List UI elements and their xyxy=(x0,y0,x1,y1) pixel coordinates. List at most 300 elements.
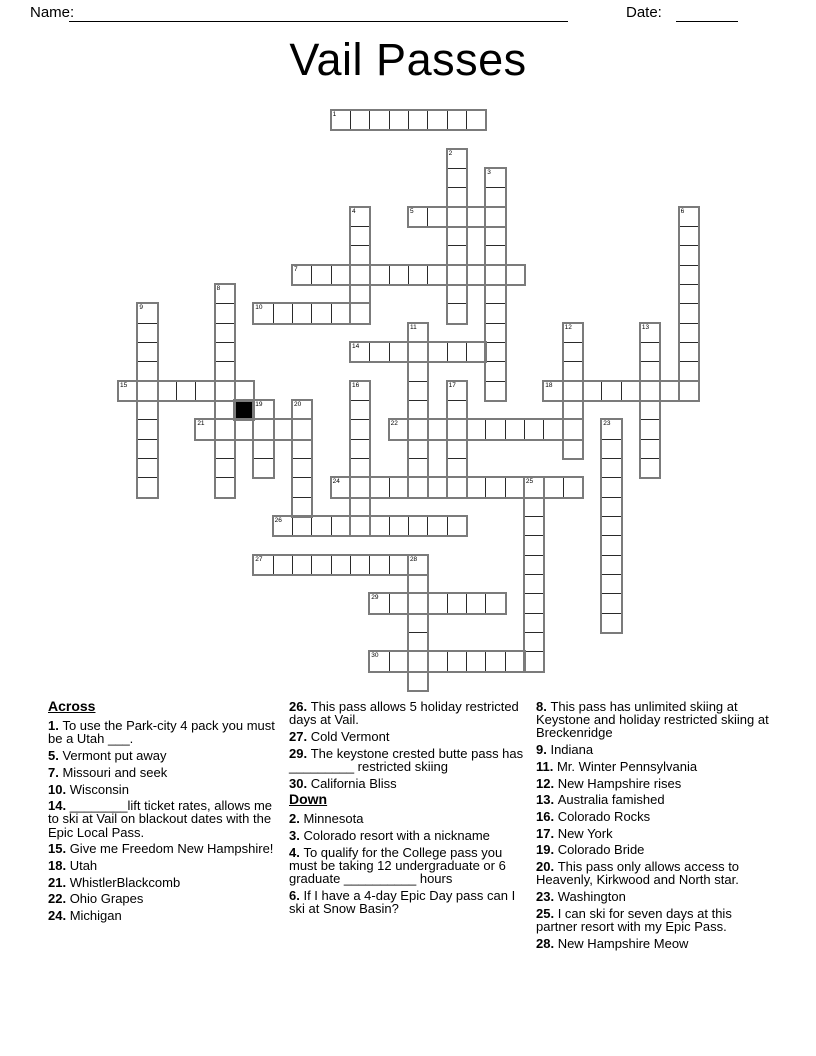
grid-cell[interactable] xyxy=(292,477,312,497)
grid-cell[interactable] xyxy=(524,632,544,652)
grid-cell[interactable] xyxy=(447,458,467,478)
grid-cell[interactable] xyxy=(601,535,621,555)
grid-cell[interactable] xyxy=(137,419,157,439)
grid-cell[interactable] xyxy=(679,245,699,265)
clue-item: 30. California Bliss xyxy=(289,775,397,791)
cell-number: 18 xyxy=(545,381,553,389)
grid-cell[interactable] xyxy=(563,477,583,497)
grid-cell[interactable] xyxy=(601,593,621,613)
grid-cell[interactable] xyxy=(466,419,486,439)
grid-cell[interactable] xyxy=(137,381,157,401)
grid-cell[interactable] xyxy=(350,342,370,362)
clue-number: 14. xyxy=(48,798,70,814)
grid-cell[interactable] xyxy=(447,381,467,401)
grid-cell[interactable] xyxy=(427,516,447,536)
grid-cell[interactable] xyxy=(408,651,428,671)
clue-item: 15. Give me Freedom New Hampshire! xyxy=(48,841,274,857)
name-label: Name: xyxy=(30,4,75,21)
grid-cell[interactable] xyxy=(601,477,621,497)
grid-cell[interactable] xyxy=(369,265,389,285)
grid-cell[interactable] xyxy=(447,187,467,207)
grid-cell[interactable] xyxy=(215,400,235,420)
grid-cell[interactable] xyxy=(311,303,331,323)
grid-cell[interactable] xyxy=(679,265,699,285)
grid-cell[interactable] xyxy=(350,303,370,323)
cell-number: 29 xyxy=(371,594,379,602)
grid-cell[interactable] xyxy=(524,593,544,613)
cell-number: 22 xyxy=(390,420,398,428)
grid-cell[interactable] xyxy=(331,516,351,536)
grid-cell[interactable] xyxy=(408,458,428,478)
clue-number: 9. xyxy=(536,742,551,758)
clue-number: 1. xyxy=(48,718,63,734)
grid-cell[interactable] xyxy=(524,651,544,671)
grid-cell[interactable] xyxy=(485,284,505,304)
clue-item: 12. New Hampshire rises xyxy=(536,775,682,791)
grid-cell[interactable] xyxy=(659,381,679,401)
grid-cell[interactable] xyxy=(679,284,699,304)
clue-item: 28. New Hampshire Meow xyxy=(536,935,689,951)
grid-cell[interactable] xyxy=(331,477,351,497)
clue-item: 20. This pass only allows access to Heavenly, Kirkwood and North star. xyxy=(536,859,740,888)
grid-cell[interactable] xyxy=(524,419,544,439)
grid-cell[interactable] xyxy=(640,458,660,478)
grid-cell[interactable] xyxy=(331,110,351,130)
grid-cell[interactable] xyxy=(640,361,660,381)
grid-cell[interactable] xyxy=(601,439,621,459)
grid-cell[interactable] xyxy=(389,419,409,439)
grid-cell[interactable] xyxy=(524,497,544,517)
grid-cell[interactable] xyxy=(563,342,583,362)
grid-cell[interactable] xyxy=(485,226,505,246)
grid-cell[interactable] xyxy=(253,458,273,478)
grid-cell[interactable] xyxy=(447,303,467,323)
grid-cell[interactable] xyxy=(137,458,157,478)
grid-cell[interactable] xyxy=(543,477,563,497)
clue-item: 17. New York xyxy=(536,825,613,841)
date-label: Date: xyxy=(626,4,662,21)
grid-cell[interactable] xyxy=(350,226,370,246)
grid-cell[interactable] xyxy=(292,555,312,575)
grid-cell[interactable] xyxy=(485,419,505,439)
grid-cell[interactable] xyxy=(331,265,351,285)
grid-cell[interactable] xyxy=(408,323,428,343)
clue-number: 10. xyxy=(48,781,70,797)
grid-cell[interactable] xyxy=(679,226,699,246)
grid-cell[interactable] xyxy=(369,651,389,671)
grid-cell[interactable] xyxy=(195,419,215,439)
clue-column-3 xyxy=(536,700,776,953)
clue-item: 29. The keystone crested butte pass has _________ restricted skiing xyxy=(289,745,524,774)
grid-cell[interactable] xyxy=(447,651,467,671)
cell-number: 20 xyxy=(293,400,302,408)
cell-number: 24 xyxy=(332,478,340,486)
clue-item: 11. Mr. Winter Pennsylvania xyxy=(536,758,698,774)
clue-section-header: Across xyxy=(48,698,96,714)
grid-cell[interactable] xyxy=(601,555,621,575)
grid-cell[interactable] xyxy=(524,613,544,633)
grid-cell[interactable] xyxy=(447,342,467,362)
grid-cell[interactable] xyxy=(408,671,428,691)
grid-cell[interactable] xyxy=(389,477,409,497)
clue-number: 19. xyxy=(536,842,558,858)
grid-cell[interactable] xyxy=(137,439,157,459)
grid-cell[interactable] xyxy=(524,574,544,594)
cell-number: 23 xyxy=(603,420,611,428)
grid-cell[interactable] xyxy=(389,265,409,285)
grid-cell[interactable] xyxy=(485,342,505,362)
grid-cell[interactable] xyxy=(137,342,157,362)
grid-cell[interactable] xyxy=(137,323,157,343)
clue-number: 26. xyxy=(289,699,311,714)
grid-cell[interactable] xyxy=(505,419,525,439)
grid-cell[interactable] xyxy=(215,323,235,343)
cell-number: 13 xyxy=(641,323,650,331)
clue-number: 25. xyxy=(536,905,558,921)
clue-number: 2. xyxy=(289,811,304,827)
cell-number: 7 xyxy=(293,265,298,273)
grid-cell[interactable] xyxy=(408,110,428,130)
grid-cell[interactable] xyxy=(311,265,331,285)
cell-number: 1 xyxy=(332,111,337,118)
grid-cell[interactable] xyxy=(369,110,389,130)
grid-cell[interactable] xyxy=(273,419,293,439)
grid-cell[interactable] xyxy=(215,284,235,304)
grid-cell[interactable] xyxy=(679,342,699,362)
grid-cell[interactable] xyxy=(640,419,660,439)
grid-cell[interactable] xyxy=(350,516,370,536)
grid-cell[interactable] xyxy=(679,361,699,381)
grid-cell[interactable] xyxy=(350,381,370,401)
cell-number: 19 xyxy=(255,400,263,408)
grid-cell[interactable] xyxy=(485,361,505,381)
grid-cell[interactable] xyxy=(350,207,370,227)
grid-cell[interactable] xyxy=(389,516,409,536)
grid-cell[interactable] xyxy=(601,458,621,478)
grid-cell[interactable] xyxy=(195,381,215,401)
grid-cell[interactable] xyxy=(505,477,525,497)
clue-item: 4. To qualify for the College pass you must be taking 12 undergraduate or 6 graduate __________ hours xyxy=(289,844,506,887)
grid-cell[interactable] xyxy=(292,439,312,459)
grid-cell[interactable] xyxy=(273,303,293,323)
grid-cell[interactable] xyxy=(350,419,370,439)
grid-cell[interactable] xyxy=(408,613,428,633)
grid-cell[interactable] xyxy=(253,439,273,459)
grid-cell[interactable] xyxy=(447,168,467,188)
cell-number: 6 xyxy=(680,207,685,215)
cell-number: 2 xyxy=(448,149,453,157)
grid-cell[interactable] xyxy=(408,574,428,594)
grid-cell[interactable] xyxy=(447,245,467,265)
grid-cell[interactable] xyxy=(350,400,370,420)
grid-cell[interactable] xyxy=(485,245,505,265)
grid-cell[interactable] xyxy=(369,477,389,497)
grid-cell[interactable] xyxy=(408,555,428,575)
clue-item: 3. Colorado resort with a nickname xyxy=(289,828,490,844)
grid-cell[interactable] xyxy=(389,651,409,671)
clue-number: 16. xyxy=(536,808,558,824)
grid-cell[interactable] xyxy=(273,516,293,536)
clue-item: 27. Cold Vermont xyxy=(289,728,390,744)
grid-cell[interactable] xyxy=(563,439,583,459)
grid-cell[interactable] xyxy=(369,516,389,536)
grid-cell[interactable] xyxy=(350,439,370,459)
grid-cell[interactable] xyxy=(485,323,505,343)
grid-cell[interactable] xyxy=(543,419,563,439)
grid-cell[interactable] xyxy=(485,593,505,613)
grid-cell[interactable] xyxy=(118,381,138,401)
grid-cell[interactable] xyxy=(563,419,583,439)
grid-cell[interactable] xyxy=(331,555,351,575)
grid-cell[interactable] xyxy=(215,477,235,497)
clue-number: 23. xyxy=(536,888,558,904)
grid-cell[interactable] xyxy=(447,439,467,459)
grid-cell[interactable] xyxy=(601,497,621,517)
grid-cell[interactable] xyxy=(582,381,602,401)
grid-cell[interactable] xyxy=(447,593,467,613)
grid-cell[interactable] xyxy=(408,632,428,652)
clue-number: 30. xyxy=(289,775,311,791)
grid-cell[interactable] xyxy=(563,361,583,381)
grid-cell[interactable] xyxy=(485,168,505,188)
grid-cell[interactable] xyxy=(369,555,389,575)
grid-cell[interactable] xyxy=(640,439,660,459)
grid-cell[interactable] xyxy=(350,245,370,265)
clue-number: 5. xyxy=(48,748,63,764)
grid-cell[interactable] xyxy=(389,110,409,130)
clue-number: 18. xyxy=(48,858,70,874)
grid-cell[interactable] xyxy=(215,458,235,478)
grid-cell[interactable] xyxy=(427,419,447,439)
grid-cell[interactable] xyxy=(350,284,370,304)
clue-item: 21. WhistlerBlackcomb xyxy=(48,874,181,890)
clue-item: 9. Indiana xyxy=(536,742,594,758)
clue-item: 26. This pass allows 5 holiday restricted days at Vail. xyxy=(289,699,519,728)
grid-cell[interactable] xyxy=(137,361,157,381)
grid-cell[interactable] xyxy=(679,323,699,343)
grid-cell[interactable] xyxy=(408,419,428,439)
grid-cell[interactable] xyxy=(543,381,563,401)
grid-cell[interactable] xyxy=(427,651,447,671)
grid-cell[interactable] xyxy=(427,593,447,613)
grid-cell[interactable] xyxy=(447,477,467,497)
grid-cell[interactable] xyxy=(466,110,486,130)
grid-cell[interactable] xyxy=(215,342,235,362)
clue-item: 7. Missouri and seek xyxy=(48,764,168,780)
grid-cell[interactable] xyxy=(350,477,370,497)
grid-cell[interactable] xyxy=(292,265,312,285)
grid-cell[interactable] xyxy=(408,516,428,536)
grid-cell[interactable] xyxy=(679,207,699,227)
grid-cell[interactable] xyxy=(215,303,235,323)
grid-cell[interactable] xyxy=(137,303,157,323)
grid-cell[interactable] xyxy=(447,110,467,130)
grid-cell[interactable] xyxy=(350,265,370,285)
grid-cell[interactable] xyxy=(485,477,505,497)
grid-cell[interactable] xyxy=(137,477,157,497)
grid-cell[interactable] xyxy=(505,651,525,671)
clue-item: 19. Colorado Bride xyxy=(536,842,645,858)
grid-cell[interactable] xyxy=(408,439,428,459)
grid-cell[interactable] xyxy=(524,477,544,497)
grid-cell[interactable] xyxy=(640,342,660,362)
grid-cell[interactable] xyxy=(640,400,660,420)
grid-cell[interactable] xyxy=(292,303,312,323)
grid-cell[interactable] xyxy=(524,535,544,555)
grid-cell[interactable] xyxy=(253,303,273,323)
clue-item: 1. To use the Park-city 4 pack you must be a Utah ___. xyxy=(48,718,275,747)
grid-cell[interactable] xyxy=(234,381,254,401)
cell-number: 14 xyxy=(351,342,360,350)
grid-cell[interactable] xyxy=(253,555,273,575)
grid-cell[interactable] xyxy=(292,419,312,439)
grid-cell[interactable] xyxy=(215,381,235,401)
cell-number: 21 xyxy=(197,420,205,428)
cell-number: 10 xyxy=(255,304,263,312)
grid-cell[interactable] xyxy=(137,400,157,420)
grid-cell[interactable] xyxy=(427,207,447,227)
cell-number: 8 xyxy=(216,284,221,292)
grid-cell[interactable] xyxy=(176,381,196,401)
grid-cell[interactable] xyxy=(601,613,621,633)
grid-cell[interactable] xyxy=(447,419,467,439)
clue-item: 10. Wisconsin xyxy=(48,781,129,797)
grid-cell[interactable] xyxy=(524,555,544,575)
grid-cell[interactable] xyxy=(350,110,370,130)
grid-cell[interactable] xyxy=(427,477,447,497)
grid-cell[interactable] xyxy=(447,226,467,246)
grid-cell[interactable] xyxy=(389,593,409,613)
cell-number: 26 xyxy=(274,516,282,524)
clue-number: 11. xyxy=(536,758,557,774)
cell-number: 17 xyxy=(448,381,456,389)
clue-number: 8. xyxy=(536,699,551,714)
grid-cell[interactable] xyxy=(408,477,428,497)
page-title: Vail Passes xyxy=(289,34,527,85)
grid-cell[interactable] xyxy=(427,342,447,362)
grid-cell[interactable] xyxy=(447,149,467,169)
clue-number: 7. xyxy=(48,764,63,780)
grid-cell[interactable] xyxy=(505,265,525,285)
grid-cell[interactable] xyxy=(485,187,505,207)
clue-item: 24. Michigan xyxy=(48,908,122,924)
grid-cell[interactable] xyxy=(447,284,467,304)
grid-cell[interactable] xyxy=(601,574,621,594)
grid-cell[interactable] xyxy=(331,303,351,323)
clue-number: 6. xyxy=(289,887,304,903)
cell-number: 27 xyxy=(255,555,263,563)
grid-cell[interactable] xyxy=(563,400,583,420)
grid-cell[interactable] xyxy=(369,342,389,362)
clue-number: 12. xyxy=(536,775,558,791)
grid-cell[interactable] xyxy=(311,516,331,536)
grid-cell[interactable] xyxy=(253,400,273,420)
grid-cell[interactable] xyxy=(601,516,621,536)
grid-cell[interactable] xyxy=(389,555,409,575)
grid-cell[interactable] xyxy=(350,555,370,575)
clue-number: 20. xyxy=(536,859,558,875)
grid-cell[interactable] xyxy=(369,593,389,613)
grid-cell[interactable] xyxy=(447,265,467,285)
grid-cell[interactable] xyxy=(447,400,467,420)
cell-number: 28 xyxy=(409,555,418,563)
grid-cell[interactable] xyxy=(466,265,486,285)
grid-cell[interactable] xyxy=(485,651,505,671)
black-cell xyxy=(234,400,254,420)
grid-cell[interactable] xyxy=(601,419,621,439)
clue-item: 23. Washington xyxy=(536,888,626,904)
grid-cell[interactable] xyxy=(408,361,428,381)
grid-cell[interactable] xyxy=(408,265,428,285)
grid-cell[interactable] xyxy=(215,419,235,439)
cell-number: 16 xyxy=(351,381,360,389)
grid-cell[interactable] xyxy=(273,555,293,575)
grid-cell[interactable] xyxy=(563,381,583,401)
grid-cell[interactable] xyxy=(350,497,370,517)
grid-cell[interactable] xyxy=(427,110,447,130)
grid-cell[interactable] xyxy=(679,303,699,323)
grid-cell[interactable] xyxy=(408,342,428,362)
cell-number: 12 xyxy=(564,323,572,331)
grid-cell[interactable] xyxy=(292,400,312,420)
grid-cell[interactable] xyxy=(524,516,544,536)
grid-cell[interactable] xyxy=(215,439,235,459)
grid-cell[interactable] xyxy=(408,400,428,420)
grid-cell[interactable] xyxy=(563,323,583,343)
grid-cell[interactable] xyxy=(292,458,312,478)
grid-cell[interactable] xyxy=(601,381,621,401)
grid-cell[interactable] xyxy=(466,477,486,497)
grid-cell[interactable] xyxy=(215,361,235,381)
grid-cell[interactable] xyxy=(485,207,505,227)
grid-cell[interactable] xyxy=(408,207,428,227)
grid-cell[interactable] xyxy=(234,419,254,439)
clue-item: 16. Colorado Rocks xyxy=(536,808,651,824)
clue-number: 3. xyxy=(289,828,304,844)
grid-cell[interactable] xyxy=(679,381,699,401)
grid-cell[interactable] xyxy=(640,323,660,343)
grid-cell[interactable] xyxy=(447,207,467,227)
grid-cell[interactable] xyxy=(466,207,486,227)
grid-cell[interactable] xyxy=(253,419,273,439)
grid-cell[interactable] xyxy=(311,555,331,575)
grid-cell[interactable] xyxy=(408,593,428,613)
clue-section-header: Down xyxy=(289,791,328,808)
clue-number: 27. xyxy=(289,728,311,744)
grid-cell[interactable] xyxy=(485,265,505,285)
grid-cell[interactable] xyxy=(485,303,505,323)
grid-cell[interactable] xyxy=(389,342,409,362)
clue-number: 22. xyxy=(48,891,70,907)
grid-cell[interactable] xyxy=(466,651,486,671)
grid-cell[interactable] xyxy=(427,265,447,285)
cell-number: 5 xyxy=(409,207,414,215)
grid-cell[interactable] xyxy=(292,497,312,517)
grid-cell[interactable] xyxy=(466,342,486,362)
clue-number: 17. xyxy=(536,825,558,841)
clue-number: 4. xyxy=(289,844,304,860)
grid-cell[interactable] xyxy=(157,381,177,401)
grid-cell[interactable] xyxy=(485,381,505,401)
grid-cell[interactable] xyxy=(292,516,312,536)
grid-cell[interactable] xyxy=(640,381,660,401)
grid-cell[interactable] xyxy=(447,516,467,536)
grid-cell[interactable] xyxy=(408,381,428,401)
grid-cell[interactable] xyxy=(466,593,486,613)
grid-cell[interactable] xyxy=(350,458,370,478)
grid-cell[interactable] xyxy=(621,381,641,401)
clue-column-1 xyxy=(48,700,281,926)
